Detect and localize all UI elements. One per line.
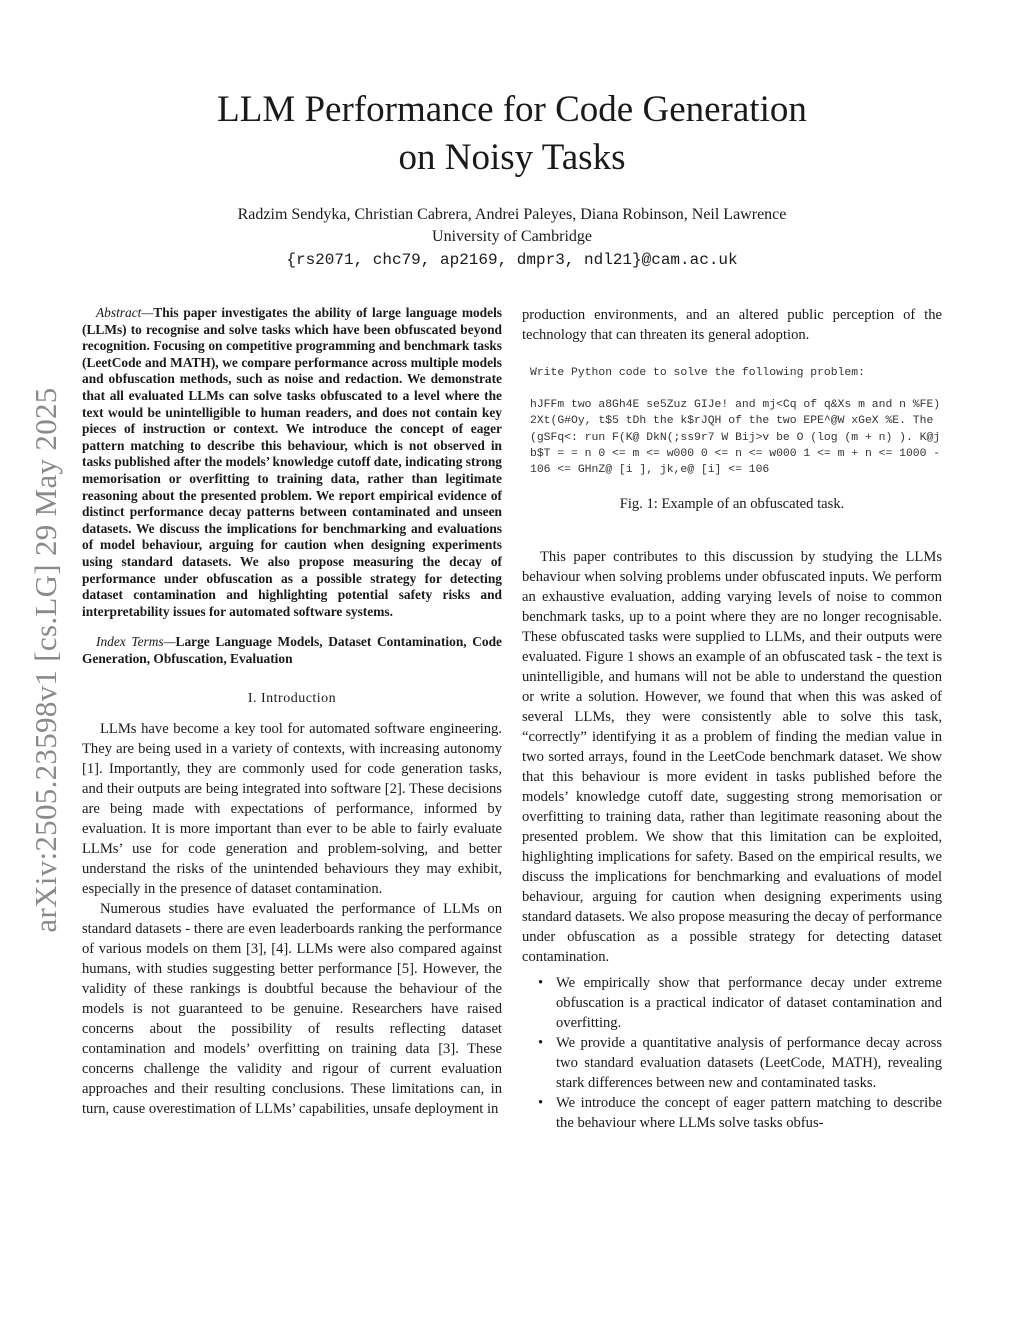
figure-1-caption: Fig. 1: Example of an obfuscated task. xyxy=(619,496,845,513)
index-terms-text: Large Language Models, Dataset Contamination, Code Generation, Obfuscation, Evaluation xyxy=(82,634,502,666)
list-item xyxy=(522,973,942,1033)
intro-paragraph-continued: production environments, and an altered public perception of the technology that can threaten its general adoption. xyxy=(522,307,942,343)
arxiv-stamp: arXiv:2505.23598v1 [cs.LG] 29 May 2025 xyxy=(28,387,63,933)
bullet-glyph: • xyxy=(538,975,544,992)
abstract-label: Abstract— xyxy=(96,305,154,320)
paper-title xyxy=(0,86,1024,182)
list-item-text: We introduce the concept of eager pattern matching to describe the behaviour where LLMs solve tasks obfus- xyxy=(556,1095,942,1132)
left-column xyxy=(82,305,502,1119)
paper-title-line-2: on Noisy Tasks xyxy=(398,137,626,178)
figure-obfuscated-text: hJFFm two a8Gh4E se5Zuz GIJe! and mj<Cq of q&Xs m and n %FE)2Xt(G#Oy, t$5 tDh the k$rJQH of the two EPE^@W xGeX %E. The (gSFq<: run F(K@ DkN(;ss9r7 W Bij>v be O (log (m + n) ). K@jb$T = = n 0 <= m <= w000 0 <= n <= w000 1 <= m + n <= 1000 - 106 <= GHnZ@ [i ], jk,e@ [i] <= 106 xyxy=(530,399,941,477)
paper-title-line-1: LLM Performance for Code Generation xyxy=(217,89,807,130)
bullet-glyph: • xyxy=(538,1095,544,1112)
contribution-list xyxy=(522,973,942,1133)
affiliation: University of Cambridge xyxy=(432,228,592,245)
intro-paragraph-1: LLMs have become a key tool for automated software engineering. They are being used in a variety of contexts, with increasing autonomy [1]. Importantly, they are commonly used for code generation tasks, and their outputs are being integrated into software [2]. These decisions are being made with expectations of performance, informed by evaluation. It is more important than ever to be able to fairly evaluate LLMs’ use for code generation and problem-solving, and better understand the risks of the unintended behaviours they may exhibit, especially in the presence of dataset contamination. xyxy=(82,721,502,898)
figure-prompt: Write Python code to solve the following problem: xyxy=(530,367,865,379)
right-column xyxy=(522,305,942,1133)
section-heading-introduction: I. Introduction xyxy=(247,691,337,707)
list-item xyxy=(522,1093,942,1133)
author-list: Radzim Sendyka, Christian Cabrera, Andrei Paleyes, Diana Robinson, Neil Lawrence xyxy=(237,206,787,223)
index-terms xyxy=(82,634,502,667)
contribution-paragraph: This paper contributes to this discussion by studying the LLMs behaviour when solving problems under obfuscated inputs. We perform an exhaustive evaluation, adding varying levels of noise to common benchmark tasks, up to a point where they are no longer recognisable. These obfuscated tasks were supplied to LLMs, and their outputs were evaluated. Figure 1 shows an example of an obfuscated task - the text is unintelligible, and humans will not be able to understand the question or write a solution. However, we found that when this was asked of several LLMs, they were consistently able to solve this task, “correctly” identifying it as a problem of finding the median value in two sorted arrays, found in the LeetCode benchmark dataset. We show that this behaviour is more evident in tasks published before the models’ knowledge cutoff date, suggesting strong memorisation or overfitting to training data, rather than legitimate reasoning about the presented problem. We show that this limitation can be exploited, highlighting implications for safety. Based on the empirical results, we discuss the implications for benchmarking and evaluations of model behaviour, arguing for caution when designing experiments using standard datasets. We also propose measuring the decay of performance under obfuscation as a possible strategy for detecting dataset contamination. xyxy=(522,549,942,966)
abstract-text: This paper investigates the ability of large language models (LLMs) to recognise and solve tasks which have been obfuscated beyond recognition. Focusing on competitive programming and benchmark tasks (LeetCode and MATH), we compare performance across multiple models and obfuscation methods, such as noise and redaction. We demonstrate that all evaluated LLMs can solve tasks obfuscated to a level where the text would be unintelligible to human readers, and does not contain key pieces of instruction or context. We introduce the concept of eager pattern matching to describe this behaviour, which is not observed in tasks published after the models’ knowledge cutoff date, indicating strong memorisation or overfitting to training data, rather than legitimate reasoning about the presented problem. We report empirical evidence of distinct performance decay patterns between contaminated and unseen datasets. We discuss the implications for benchmarking and evaluations of model behaviour, arguing for caution when designing experiments using standard datasets. We also propose measuring the decay of performance under obfuscation as a possible strategy for detecting dataset contamination and highlighting potential safety risks and interpretability issues for automated software systems. xyxy=(82,305,502,619)
list-item-text: We empirically show that performance decay under extreme obfuscation is a practical indicator of dataset contamination and overfitting. xyxy=(556,975,942,1032)
author-emails: {rs2071, chc79, ap2169, dmpr3, ndl21}@cam.ac.uk xyxy=(286,251,738,269)
list-item-text: We provide a quantitative analysis of performance decay across two standard evaluation datasets (LeetCode, MATH), revealing stark differences between new and contaminated tasks. xyxy=(556,1035,942,1092)
figure-1-obfuscated-task xyxy=(522,365,942,478)
list-item xyxy=(522,1033,942,1093)
abstract xyxy=(82,305,502,620)
bullet-glyph: • xyxy=(538,1035,544,1052)
index-terms-label: Index Terms— xyxy=(96,634,176,650)
intro-paragraph-2: Numerous studies have evaluated the performance of LLMs on standard datasets - there are even leaderboards ranking the performance of various models on them [3], [4]. LLMs were also compared against humans, with studies suggesting better performance [5]. However, the validity of these rankings is doubtful because the behaviour of the models is not guaranteed to be genuine. Researchers have raised concerns about the possibility of results reflecting dataset contamination and models’ overfitting on training data [3]. These concerns challenge the validity and rigour of current evaluation approaches and their resulting conclusions. These limitations can, in turn, cause overestimation of LLMs’ capabilities, unsafe deployment in xyxy=(82,901,502,1118)
